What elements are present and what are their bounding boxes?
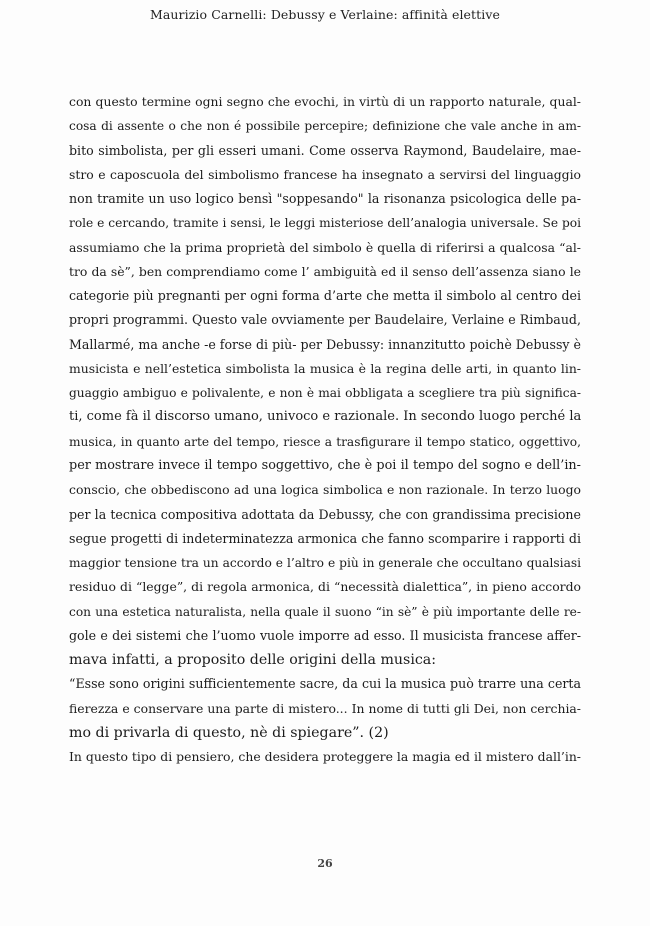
text-line: stro e caposcuola del simbolismo francese ha insegnato a servirsi del linguaggio <box>69 166 581 182</box>
text-line: mava infatti, a proposito delle origini della musica: <box>69 652 437 669</box>
text-line: musica, in quanto arte del tempo, riesce a trasfigurare il tempo statico, oggettivo, <box>69 434 581 449</box>
text-line: maggior tensione tra un accordo e l’altro e più in generale che occultano qualsiasi <box>69 556 581 571</box>
text-line: In questo tipo di pensiero, che desidera proteggere la magia ed il mistero dall’in- <box>69 749 581 765</box>
text-line: gole e dei sistemi che l’uomo vuole imporre ad esso. Il musicista francese affer- <box>69 627 581 643</box>
text-line: conscio, che obbediscono ad una logica simbolica e non razionale. In terzo luogo <box>69 482 581 498</box>
text-line: categorie più pregnanti per ogni forma d’arte che metta il simbolo al centro dei <box>69 288 581 304</box>
text-line: role e cercando, tramite i sensi, le leggi misteriose dell’analogia universale. Se poi <box>69 216 581 231</box>
page-number: 26 <box>317 857 333 870</box>
text-line: per mostrare invece il tempo soggettivo, che è poi il tempo del sogno e dell’in- <box>69 457 581 473</box>
text-line: bito simbolista, per gli esseri umani. Come osserva Raymond, Baudelaire, mae- <box>69 142 581 158</box>
text-line: fierezza e conservare una parte di mistero... In nome di tutti gli Dei, non cerchia- <box>69 700 581 716</box>
text-line: non tramite un uso logico bensì "soppesando" la risonanza psicologica delle pa- <box>69 191 581 207</box>
text-line: musicista e nell’estetica simbolista la musica è la regina delle arti, in quanto lin- <box>69 360 581 376</box>
text-line: con questo termine ogni segno che evochi, in virtù di un rapporto naturale, qual- <box>69 94 581 109</box>
text-line: “Esse sono origini sufficientemente sacre, da cui la musica può trarre una certa <box>69 676 581 692</box>
text-line: cosa di assente o che non é possibile percepire; definizione che vale anche in am- <box>69 119 581 134</box>
text-line: segue progetti di indeterminatezza armonica che fanno scomparire i rapporti di <box>69 530 581 546</box>
text-line: per la tecnica compositiva adottata da Debussy, che con grandissima precisione <box>69 506 581 522</box>
running-head: Maurizio Carnelli: Debussy e Verlaine: affinità elettive <box>149 7 501 22</box>
text-line: con una estetica naturalista, nella quale il suono “in sè” è più importante delle re- <box>69 604 581 619</box>
text-line: Mallarmé, ma anche -e forse di più- per Debussy: innanzitutto poichè Debussy è <box>69 336 581 352</box>
text-line: tro da sè”, ben comprendiamo come l’ ambiguità ed il senso dell’assenza siano le <box>69 263 581 279</box>
text-line: ti, come fà il discorso umano, univoco e razionale. In secondo luogo perché la <box>69 409 581 425</box>
text-line: guaggio ambiguo e polivalente, e non è mai obbligata a scegliere tra più significa- <box>69 386 581 401</box>
text-line: residuo di “legge”, di regola armonica, di “necessità dialettica”, in pieno accordo <box>69 579 581 595</box>
text-line: assumiamo che la prima proprietà del simbolo è quella di riferirsi a qualcosa “al- <box>69 239 581 255</box>
text-line: mo di privarla di questo, nè di spiegare”. (2) <box>69 724 389 741</box>
body-text <box>69 90 581 769</box>
text-line: propri programmi. Questo vale ovviamente per Baudelaire, Verlaine e Rimbaud, <box>69 312 581 328</box>
